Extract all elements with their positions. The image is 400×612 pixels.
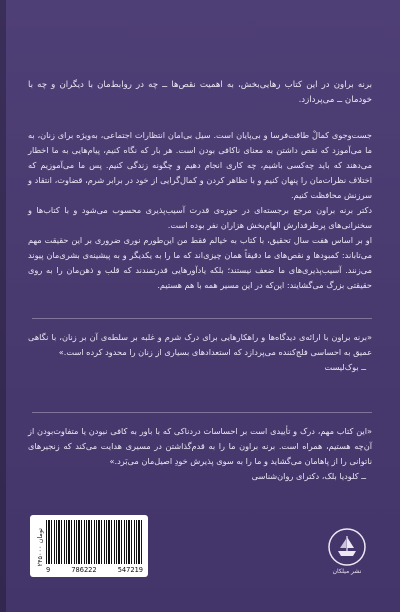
body-paragraph: جست‌وجوی کمالْ طاقت‌فرسا و بی‌پایان است. سیل بی‌امان انتظارات اجتماعی، به‌ویژه برای زنان، به ما می‌آموزد که نقص داشتن به معنای ناکافی بودن است. هر بار که نگاه کنیم، پیام‌هایی به ما اخطار می‌دهند که باید چه‌کسی باشیم، چه کاری انجام دهیم و چگونه زندگی کنیم. پس ما می‌آموزیم که اختلاف نظرات‌مان را پنهان کنیم و با تظاهر کردن و کمال‌گرایی از خود در برابر شرم، قضاوت، انتقاد و سرزنش محافظت کنیم.	[28, 130, 372, 200]
price-label	[34, 520, 46, 574]
publisher-name: نشر میلکان	[332, 568, 362, 575]
body-paragraph: دکتر برنه براون مرجع برجسته‌ای در حوزه‌ی قدرت آسیب‌پذیری محسوب می‌شود و با کتاب‌ها و سخنرانی‌های پرطرفدارش الهام‌بخش هزاران نفر بوده است.	[28, 205, 372, 230]
isbn-digits	[46, 564, 143, 574]
isbn-digit-prefix: 9	[46, 566, 51, 574]
divider	[32, 412, 372, 413]
intro-text: برنه براون در این کتاب رهایی‌بخش، به اهمیت نقص‌ها ــ چه در روابط‌مان با دیگران و چه با خودمان ــ می‌پردازد.	[28, 80, 372, 105]
isbn-digit-group: 547219	[117, 566, 143, 574]
review-quote-text: «این کتاب مهم، درک و تأییدی است بر احساسات دردناکی که با باور به کافی نبودن یا متفاوت‌بودن از آن‌چه هستیم، همراه است. برنه براون ما را به قدم‌گذاشتن در مسیری هدایت می‌کند که زنجیرهای ناتوانی را از پاهامان می‌گشاید و ما را به سوی پذیرش خودِ اصیل‌مان می‌بَرد.»	[28, 426, 372, 466]
price-text: ۲۴۵۰۰۰ تومان	[36, 527, 44, 567]
isbn-digit-group: 786222	[71, 566, 97, 574]
divider	[32, 318, 372, 319]
review-quote-attribution: ــ بوک‌لیست	[324, 362, 366, 372]
barcode-area	[46, 520, 143, 574]
review-quote-attribution: ــ کلودیا بلک، دکترای روان‌شناسی	[251, 471, 366, 481]
review-quote	[28, 330, 372, 375]
ship-logo-icon	[327, 527, 367, 567]
barcode-bars	[46, 520, 143, 564]
isbn-barcode	[30, 515, 148, 577]
intro-paragraph	[28, 78, 372, 108]
review-quote	[28, 424, 372, 484]
body-text	[28, 128, 372, 293]
review-quote-text: «برنه براون با ارائه‌ی دیدگاه‌ها و راهکارهایی برای درک شرم و غلبه بر سلطه‌ی آن بر زنان، با نگاهی عمیق به احساسی فلج‌کننده می‌پردازد که استعدادهای بسیاری از زنان را محدود کرده است.»	[28, 332, 372, 357]
publisher-logo	[322, 527, 372, 577]
body-paragraph: او بر اساس هفت سال تحقیق، با کتاب به خیالم فقط من این‌طورم نوری ضروری بر این حقیقت مهم می‌تاباند: کمبودها و نقص‌های ما دقیقاً همان چیزی‌اند که ما را به یکدیگر و به پیشینه‌ی بشری‌مان پیوند می‌زنند. آسیب‌پذیری‌های ما ضعف نیستند؛ بلکه یادآورهایی قدرتمندند که قلب و ذهن‌مان را به روی حقیقتی بزرگ می‌گشایند: این‌که در این مسیر همه با هم هستیم.	[28, 235, 372, 290]
